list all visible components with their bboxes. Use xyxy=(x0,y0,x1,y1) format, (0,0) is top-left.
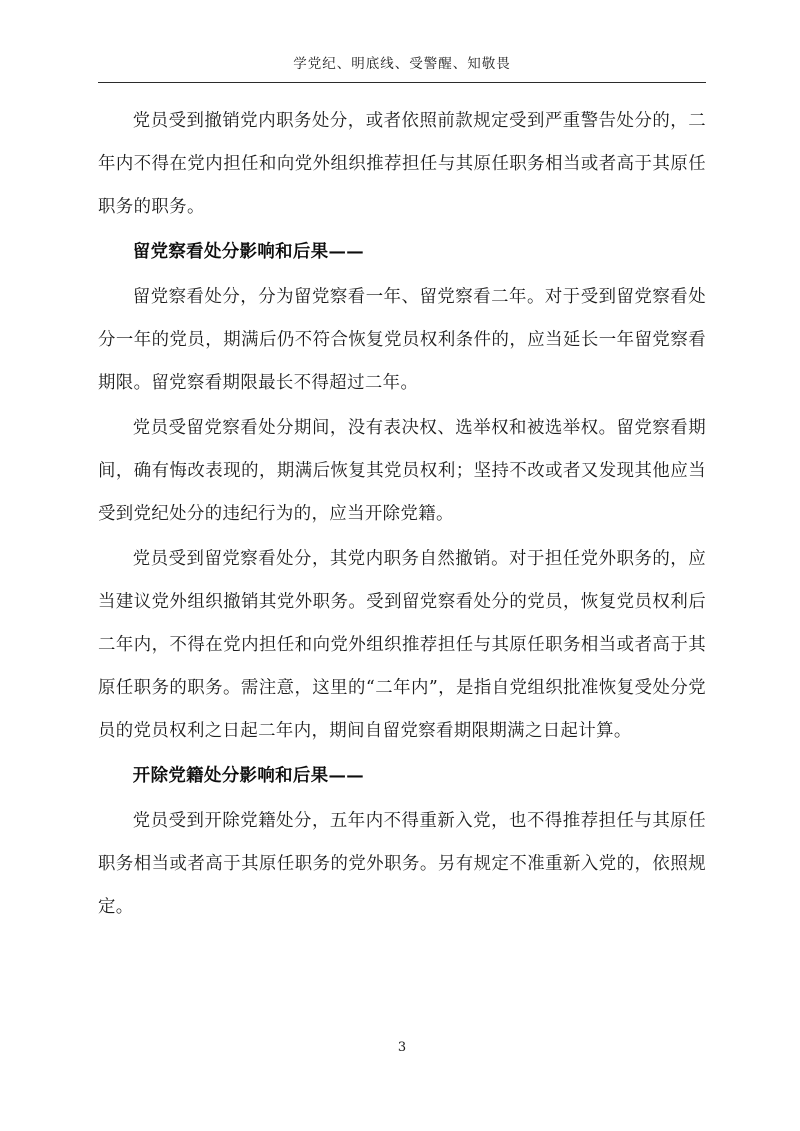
body-paragraph: 党员受到留党察看处分，其党内职务自然撤销。对于担任党外职务的，应当建议党外组织撤销其党外职务。受到留党察看处分的党员，恢复党员权利后二年内，不得在党内担任和向党外组织推荐担任与其原任职务相当或者高于其原任职务的职务。需注意，这里的“二年内”，是指自党组织批准恢复受处分党员的党员权利之日起二年内，期间自留党察看期限期满之日起计算。 xyxy=(98,549,706,741)
body-paragraph: 党员受留党察看处分期间，没有表决权、选举权和被选举权。留党察看期间，确有悔改表现的，期满后恢复其党员权利；坚持不改或者又发现其他应当受到党纪处分的违纪行为的，应当开除党籍。 xyxy=(98,418,706,524)
page-content-area xyxy=(98,0,706,1131)
header-divider xyxy=(98,82,706,83)
section-heading: 开除党籍处分影响和后果—— xyxy=(132,766,365,786)
body-paragraph: 留党察看处分，分为留党察看一年、留党察看二年。对于受到留党察看处分一年的党员，期满后仍不符合恢复党员权利条件的，应当延长一年留党察看期限。留党察看期限最长不得超过二年。 xyxy=(98,287,706,393)
page-header-title: 学党纪、明底线、受警醒、知敬畏 xyxy=(293,56,511,72)
page-number: 3 xyxy=(397,1040,407,1055)
section-heading: 留党察看处分影响和后果—— xyxy=(132,242,365,262)
body-paragraph: 党员受到开除党籍处分，五年内不得重新入党，也不得推荐担任与其原任职务相当或者高于其原任职务的党外职务。另有规定不准重新入党的，依照规定。 xyxy=(98,811,706,917)
document-body xyxy=(98,100,706,931)
body-paragraph: 党员受到撤销党内职务处分，或者依照前款规定受到严重警告处分的，二年内不得在党内担任和向党外组织推荐担任与其原任职务相当或者高于其原任职务的职务。 xyxy=(98,111,706,217)
